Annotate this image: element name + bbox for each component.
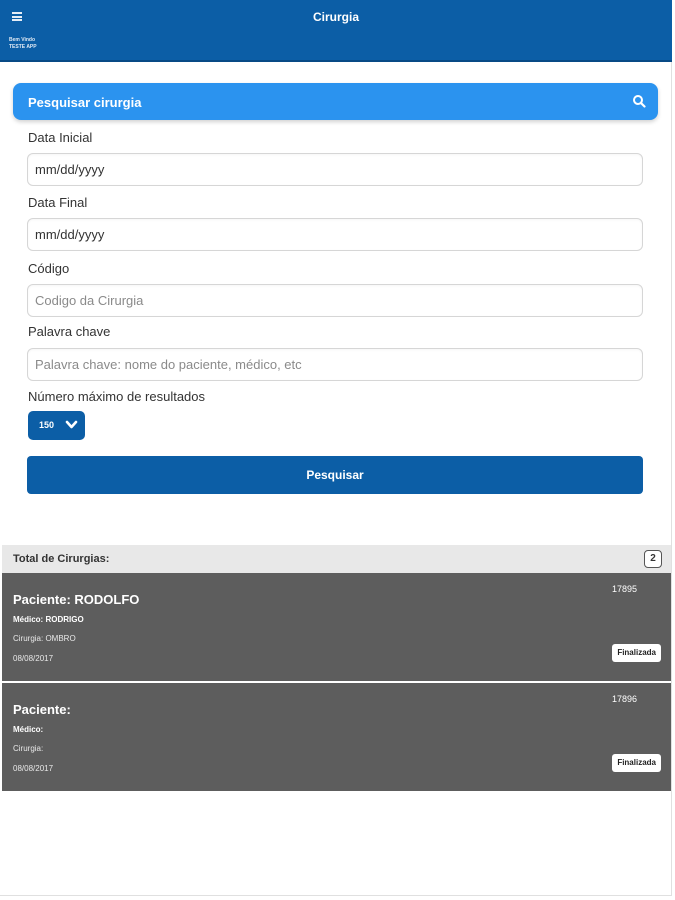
user-info: [9, 37, 37, 51]
keyword-label: Palavra chave: [28, 324, 111, 339]
user-subtitle: TESTE APP: [9, 44, 37, 50]
search-submit-button[interactable]: Pesquisar: [27, 456, 643, 494]
doctor-name: Médico:: [13, 725, 44, 734]
app-header: [0, 0, 672, 62]
search-panel-title: Pesquisar cirurgia: [28, 95, 142, 110]
surgery-card[interactable]: [2, 683, 671, 791]
keyword-input[interactable]: [27, 348, 643, 381]
surgery-type: Cirurgia: OMBRO: [13, 634, 76, 643]
start-date-input[interactable]: [27, 153, 643, 186]
code-label: Código: [28, 261, 70, 276]
surgery-date: 08/08/2017: [13, 654, 54, 663]
search-panel-toggle[interactable]: [13, 83, 658, 120]
surgery-id: 17896: [611, 694, 637, 704]
status-badge: Finalizada: [612, 644, 661, 662]
code-input[interactable]: [27, 284, 643, 317]
max-results-value: 150: [39, 420, 55, 430]
patient-name: Paciente: RODOLFO: [13, 592, 140, 607]
surgery-date: 08/08/2017: [13, 764, 54, 773]
start-date-label: Data Inicial: [28, 130, 93, 145]
user-name: Bem Vindo: [9, 37, 36, 43]
results-total-bar: [2, 545, 671, 573]
surgery-type: Cirurgia:: [13, 744, 44, 753]
patient-name: Paciente:: [13, 702, 71, 717]
status-badge: Finalizada: [612, 754, 661, 772]
page-title: Cirurgia: [312, 10, 359, 24]
chevron-down-icon: [65, 420, 78, 430]
end-date-input[interactable]: [27, 218, 643, 251]
surgery-id: 17895: [611, 584, 637, 594]
results-count-badge: 2: [644, 550, 662, 568]
end-date-label: Data Final: [28, 195, 88, 210]
surgery-card[interactable]: [2, 573, 671, 681]
max-results-label: Número máximo de resultados: [28, 389, 206, 404]
max-results-select[interactable]: [28, 411, 85, 440]
results-total-label: Total de Cirurgias:: [13, 553, 110, 565]
search-icon: [632, 94, 646, 108]
doctor-name: Médico: RODRIGO: [13, 615, 84, 624]
